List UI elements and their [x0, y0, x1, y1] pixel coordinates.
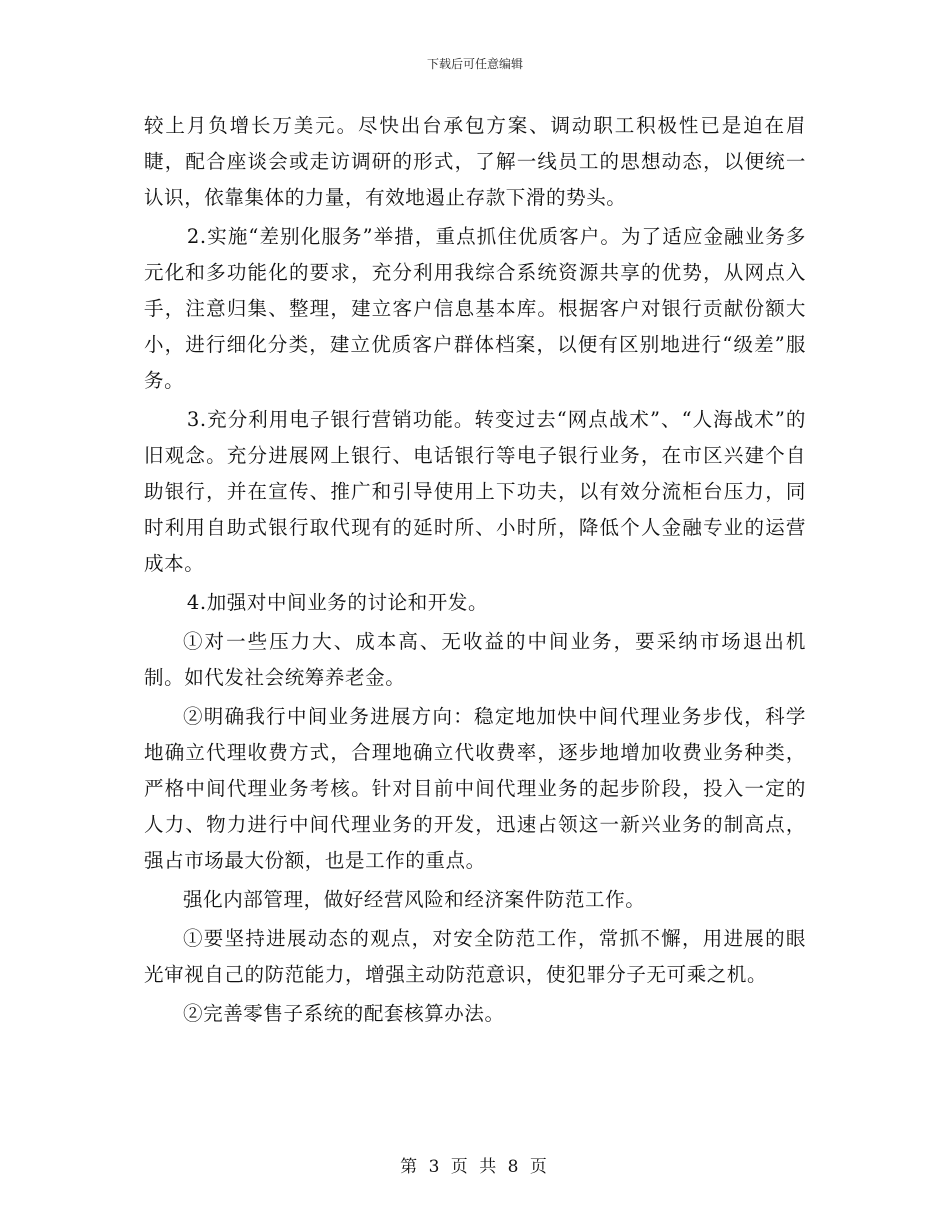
paragraph-4: 4.加强对中间业务的讨论和开发。 — [186, 591, 489, 614]
paragraph-1: 较上月负增长万美元。尽快出台承包方案、调动职工积极性已是迫在眉睫，配合座谈会或走访调研的形式，了解一线员工的思想动态，以便统一认识，依靠集体的力量，有效地遏止存款下滑的势头。 — [144, 114, 806, 209]
paragraph-3: 3.充分利用电子银行营销功能。转变过去“网点战术”、“人海战术”的旧观念。充分进展网上银行、电话银行等电子银行业务，在市区兴建个自助银行，并在宣传、推广和引导使用上下功夫，以有效分流柜台压力，同时利用自助式银行取代现有的延时所、小时所，降低个人金融专业的运营成本。 — [144, 408, 806, 575]
paragraph-7: 强化内部管理，做好经营风险和经济案件防范工作。 — [183, 888, 646, 911]
paragraph-6: ②明确我行中间业务进展方向：稳定地加快中间代理业务步伐，科学地确立代理收费方式，合理地确立代收费率，逐步地增加收费业务种类，严格中间代理业务考核。针对目前中间代理业务的起步阶段，投入一定的人力、物力进行中间代理业务的开发，迅速占领这一新兴业务的制高点，强占市场最大份额，也是工作的重点。 — [144, 705, 806, 872]
page-header: 下载后可任意编辑 — [426, 57, 523, 71]
paragraph-2: 2.实施“差别化服务”举措，重点抓住优质客户。为了适应金融业务多元化和多功能化的要求，充分利用我综合系统资源共享的优势，从网点入手，注意归集、整理，建立客户信息基本库。根据客户对银行贡献份额大小，进行细化分类，建立优质客户群体档案，以便有区别地进行“级差”服务。 — [144, 225, 806, 392]
paragraph-5: ①对一些压力大、成本高、无收益的中间业务，要采纳市场退出机制。如代发社会统筹养老金。 — [144, 630, 806, 689]
page-number-footer: 第 3 页 共 8 页 — [400, 1157, 550, 1177]
paragraph-8: ①要坚持进展动态的观点，对安全防范工作，常抓不懈，用进展的眼光审视自己的防范能力，增强主动防范意识，使犯罪分子无可乘之机。 — [144, 927, 806, 986]
document-body — [144, 108, 806, 1032]
paragraph-9: ②完善零售子系统的配套核算办法。 — [183, 1002, 505, 1025]
